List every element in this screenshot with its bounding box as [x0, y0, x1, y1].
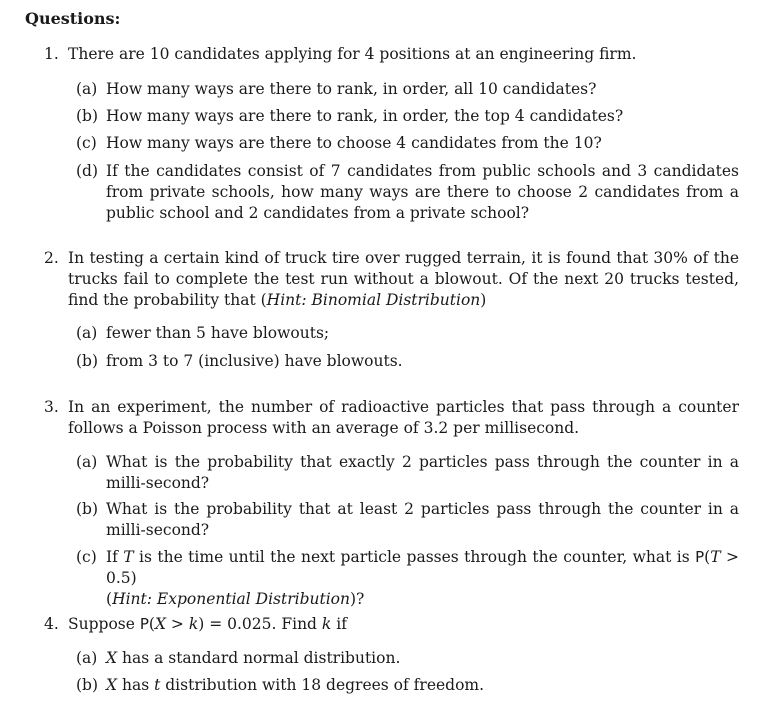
question-3c	[76, 547, 739, 610]
part-text: If the candidates consist of 7 candidates from public schools and 3 candidates from private schools, how many ways are there to choose 2 candidates from a public school and 2 candidates from a private school?	[106, 162, 739, 222]
hint-text: Hint: Exponential Distribution	[112, 590, 350, 608]
question-stem: In testing a certain kind of truck tire over rugged terrain, it is found that 30% of the trucks fail to complete the test run without a blowout. Of the next 20 trucks tested, find the probability that (Hint: Binomial Distribution)	[68, 249, 739, 309]
part-text: If T is the time until the next particle passes through the counter, what is P(T > 0.5) (Hint: Exponential Distribution)?	[106, 548, 739, 608]
question-3b	[76, 499, 739, 541]
question-1d	[76, 161, 739, 224]
part-text: X has a standard normal distribution.	[106, 649, 401, 667]
question-1b	[76, 106, 739, 127]
question-4b	[76, 675, 739, 696]
question-3a	[76, 452, 739, 494]
question-4a	[76, 648, 739, 669]
part-text: How many ways are there to choose 4 candidates from the 10?	[106, 134, 602, 152]
question-2b	[76, 351, 739, 372]
part-text: from 3 to 7 (inclusive) have blowouts.	[106, 352, 403, 370]
question-stem: Suppose P(X > k) = 0.025. Find k if	[68, 615, 347, 633]
question-3	[44, 397, 739, 439]
hint-text: Hint: Binomial Distribution	[266, 291, 481, 309]
question-2	[44, 248, 739, 311]
part-text: How many ways are there to rank, in order, the top 4 candidates?	[106, 107, 624, 125]
part-label: (a)	[76, 649, 98, 667]
part-label: (c)	[76, 548, 97, 566]
part-label: (c)	[76, 134, 97, 152]
question-number: 1.	[44, 45, 59, 63]
question-number: 2.	[44, 249, 59, 267]
part-text: X has t distribution with 18 degrees of freedom.	[106, 676, 485, 694]
question-stem: There are 10 candidates applying for 4 positions at an engineering firm.	[68, 45, 637, 63]
part-label: (d)	[76, 162, 99, 180]
question-1	[44, 44, 739, 65]
page-title: Questions:	[25, 9, 121, 28]
question-number: 3.	[44, 398, 59, 416]
question-2a	[76, 323, 739, 344]
part-label: (a)	[76, 324, 98, 342]
part-text: How many ways are there to rank, in order, all 10 candidates?	[106, 80, 597, 98]
part-text: What is the probability that at least 2 particles pass through the counter in a milli-second?	[106, 500, 739, 539]
part-text: fewer than 5 have blowouts;	[106, 324, 330, 342]
part-label: (b)	[76, 500, 99, 518]
question-number: 4.	[44, 615, 59, 633]
part-text: What is the probability that exactly 2 particles pass through the counter in a milli-second?	[106, 453, 739, 492]
part-label: (a)	[76, 453, 98, 471]
question-1a	[76, 79, 739, 100]
part-label: (a)	[76, 80, 98, 98]
question-stem: In an experiment, the number of radioactive particles that pass through a counter follows a Poisson process with an average of 3.2 per millisecond.	[68, 398, 739, 437]
part-label: (b)	[76, 352, 99, 370]
part-label: (b)	[76, 107, 99, 125]
question-1c	[76, 133, 739, 154]
part-label: (b)	[76, 676, 99, 694]
question-4	[44, 614, 739, 635]
